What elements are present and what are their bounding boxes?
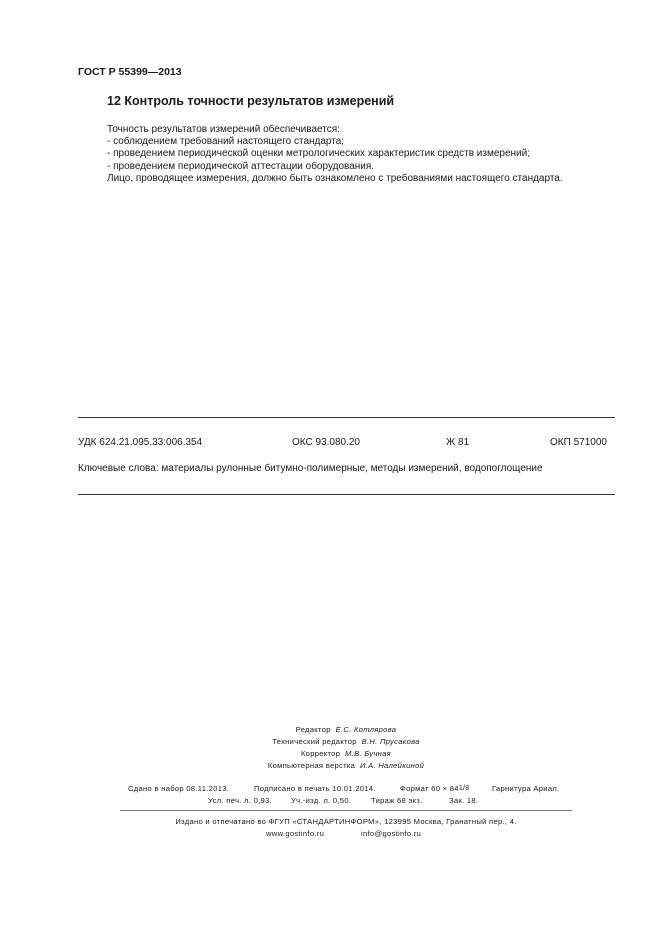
website-link[interactable]: www.gostinfo.ru (266, 829, 325, 838)
body-line: - проведением периодической аттестации оборудования. (107, 160, 375, 172)
order-number: Зак. 18. (449, 796, 479, 805)
layout-line: Компьютерная верстка И.А. Налейкиной (267, 761, 425, 770)
divider-top (78, 417, 615, 418)
email-link[interactable]: info@gostinfo.ru (361, 829, 422, 838)
oks-code: ОКС 93.080.20 (292, 437, 360, 448)
corrector-line: Корректор М.В. Бучная (300, 749, 392, 758)
print-sheets: Усл. печ. л. 0,93. (208, 796, 272, 805)
format-info: Формат 60 × 841/8 (400, 784, 470, 793)
udk-code: УДК 624.21.095.33:006.354 (78, 437, 203, 448)
body-line: - проведением периодической оценки метрологических характеристик средств измерений; (107, 148, 530, 160)
body-line: - соблюдением требований настоящего стандарта; (107, 136, 345, 148)
okp-code: ОКП 571000 (550, 437, 607, 448)
zh-code: Ж 81 (446, 437, 470, 448)
typeset-date: Сдано в набор 08.11.2013. (128, 784, 230, 793)
section-body (107, 124, 563, 185)
body-line: Точность результатов измерений обеспечивается: (107, 124, 340, 135)
imprint-divider (120, 810, 572, 811)
copies: Тираж 68 экз. (371, 796, 423, 805)
keywords: Ключевые слова: материалы рулонные битумно-полимерные, методы измерений, водопоглощение (78, 463, 543, 474)
font-info: Гарнитура Ариал. (492, 784, 560, 793)
tech-editor-line: Технический редактор В.Н. Прусакова (272, 737, 420, 746)
publisher-line: Издано и отпечатано во ФГУП «СТАНДАРТИНФОРМ», 123995 Москва, Гранатный пер., 4. (175, 817, 517, 826)
section-title: 12 Контроль точности результатов измерений (107, 94, 395, 108)
signed-date: Подписано в печать 10.01.2014. (254, 784, 376, 793)
pub-sheets: Уч.-изд. л. 0,50. (291, 796, 352, 805)
editor-line: Редактор Е.С. Котлярова (295, 725, 397, 734)
body-line: Лицо, проводящее измерения, должно быть ознакомлено с требованиями настоящего стандарта. (107, 172, 563, 184)
divider-bottom (78, 494, 615, 495)
document-code: ГОСТ Р 55399—2013 (78, 66, 182, 78)
